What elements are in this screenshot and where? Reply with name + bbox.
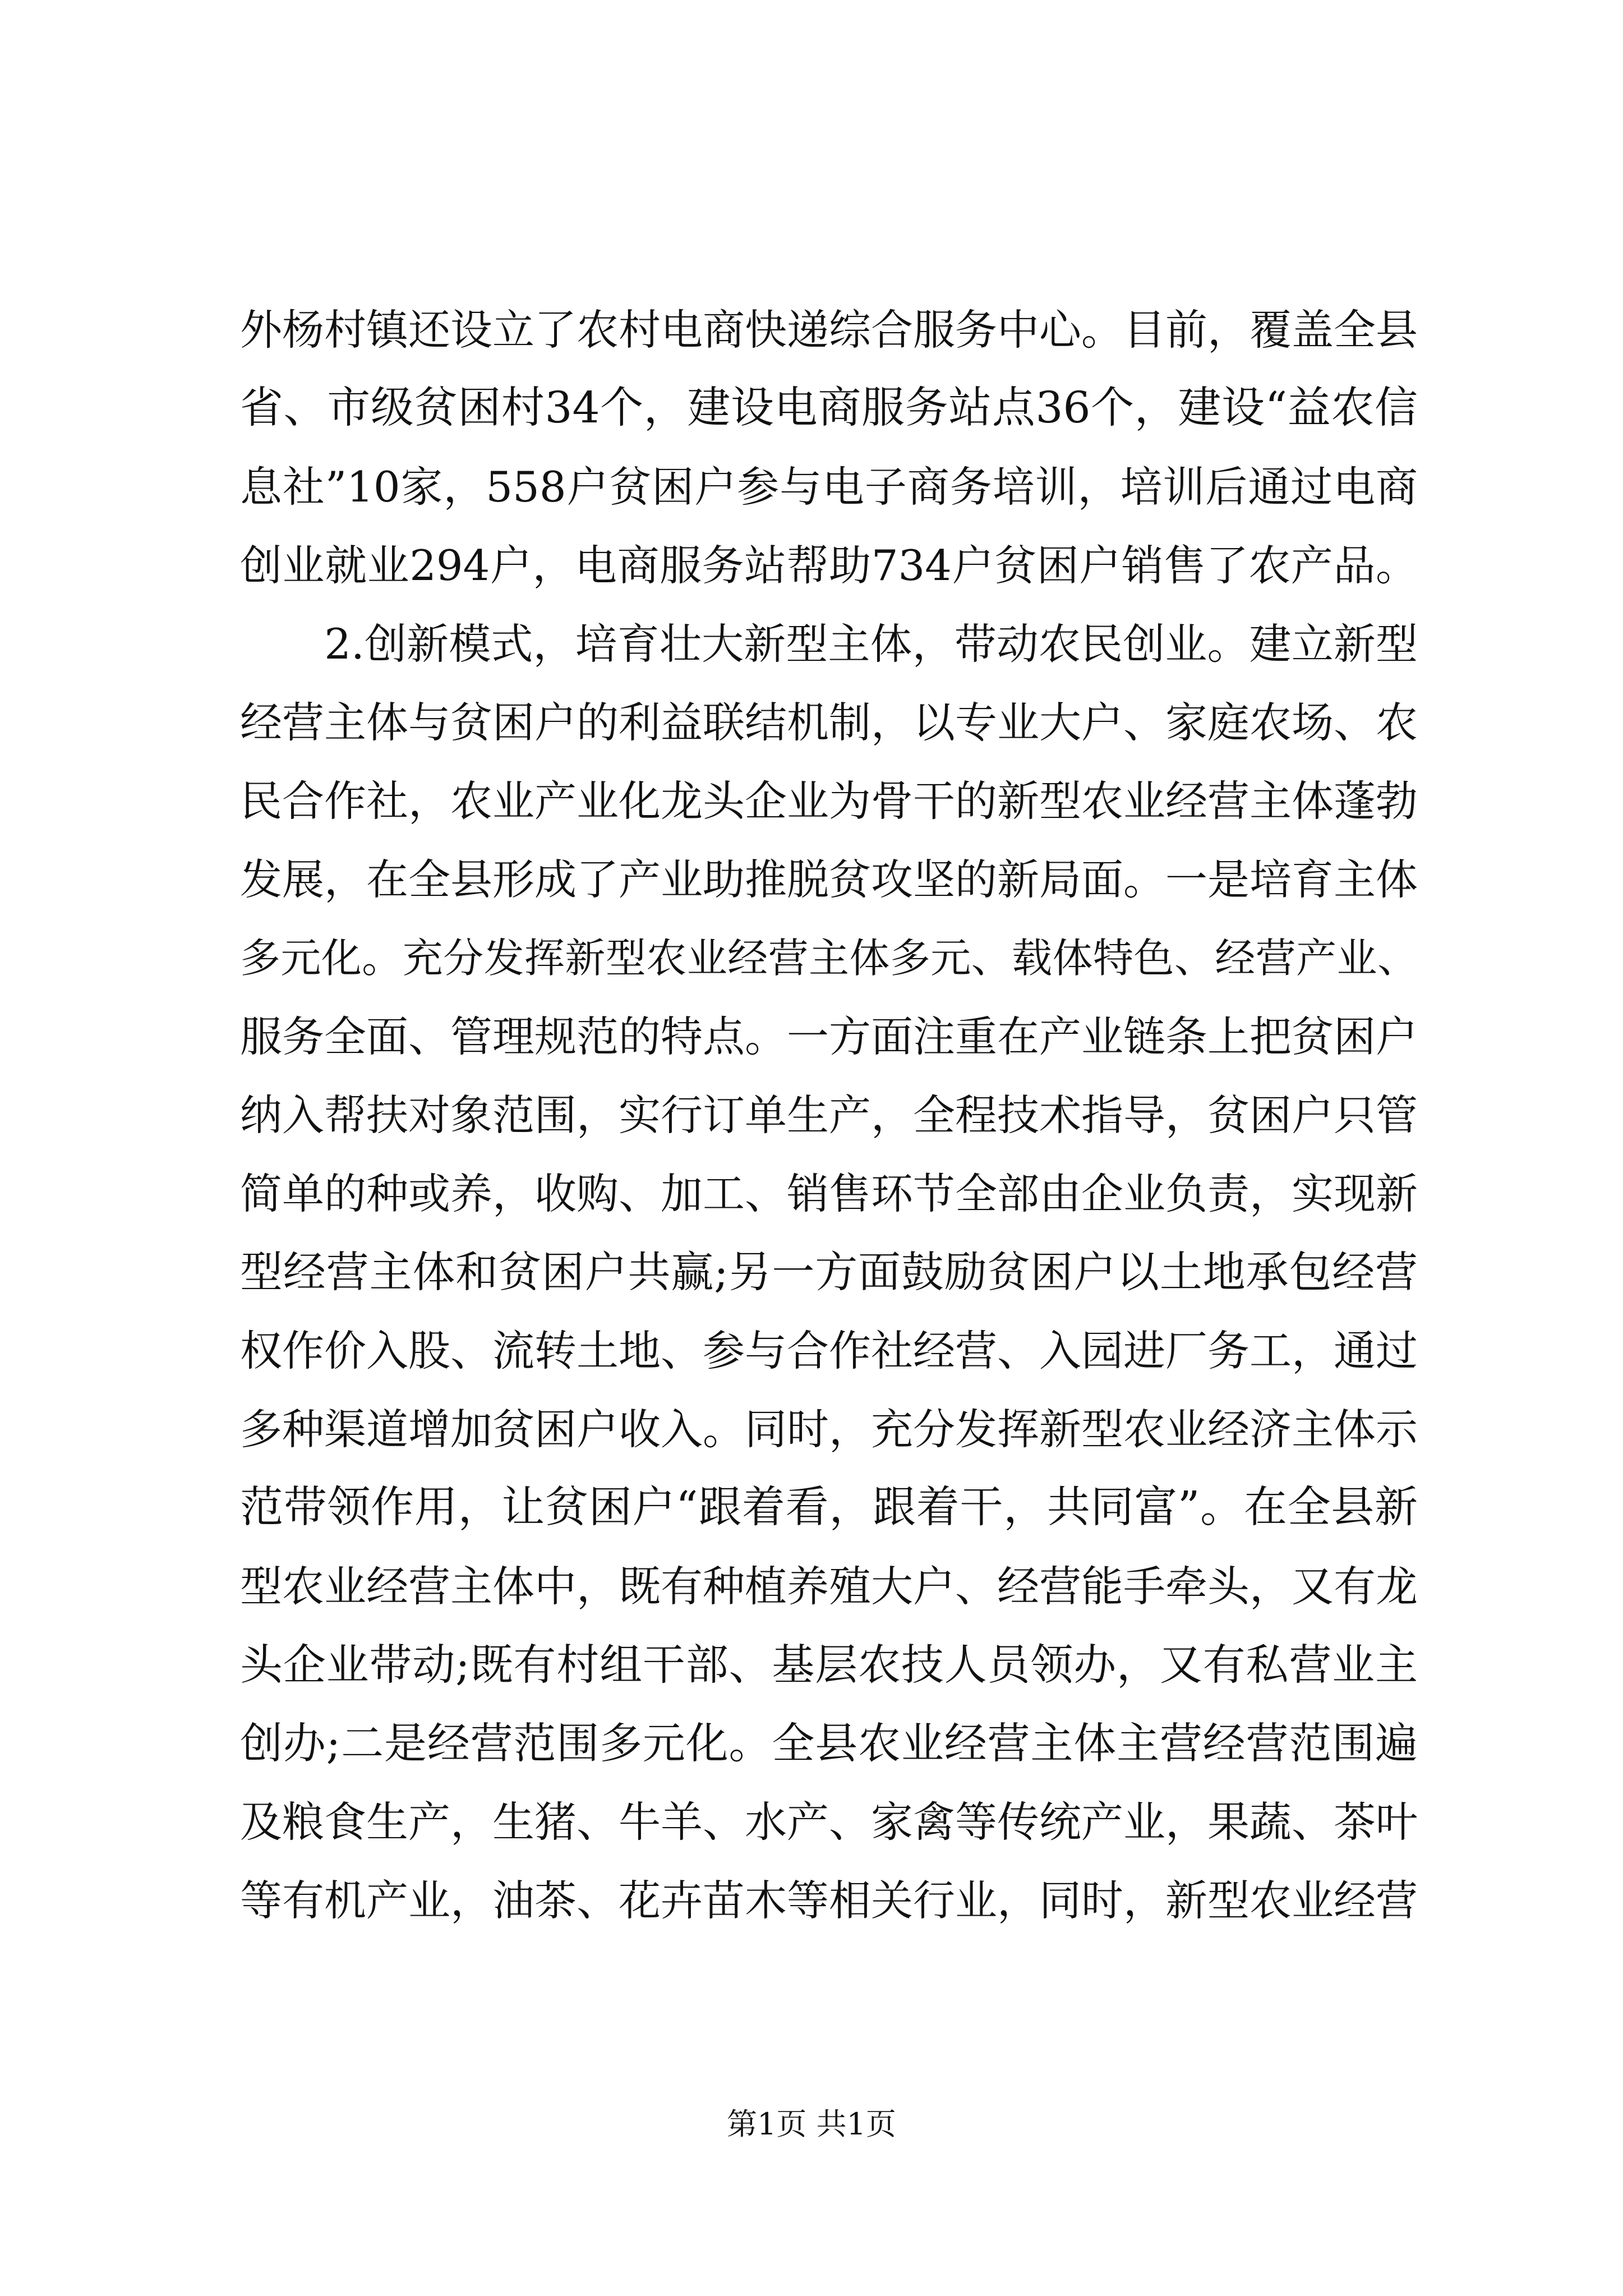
body-text-line: 创办;二是经营范围多元化。全县农业经营主体主营经营范围遍	[240, 1718, 1418, 1768]
body-text-line: 范带领作用，让贫困户“跟着看，跟着干，共同富”。在全县新	[240, 1483, 1418, 1533]
body-text-line: 头企业带动;既有村组干部、基层农技人员领办，又有私营业主	[240, 1640, 1418, 1690]
body-text-line: 省、市级贫困村34个，建设电商服务站点36个，建设“益农信	[240, 383, 1418, 433]
body-text-line: 服务全面、管理规范的特点。一方面注重在产业链条上把贫困户	[240, 1012, 1418, 1061]
body-text-line: 权作价入股、流转土地、参与合作社经营、入园进厂务工，通过	[240, 1326, 1418, 1375]
body-text-line: 及粮食生产，生猪、牛羊、水产、家禽等传统产业，果蔬、茶叶	[240, 1797, 1418, 1847]
body-text-line: 纳入帮扶对象范围，实行订单生产，全程技术指导，贫困户只管	[240, 1091, 1418, 1140]
body-text-line: 等有机产业，油茶、花卉苗木等相关行业，同时，新型农业经营	[240, 1876, 1418, 1925]
body-text-line: 多种渠道增加贫困户收入。同时，充分发挥新型农业经济主体示	[240, 1405, 1418, 1454]
body-text-line: 型经营主体和贫困户共赢;另一方面鼓励贫困户以土地承包经营	[240, 1247, 1418, 1297]
body-text-line: 型农业经营主体中，既有种植养殖大户、经营能手牵头，又有龙	[240, 1562, 1418, 1611]
body-text-line: 创业就业294户，电商服务站帮助734户贫困户销售了农产品。	[240, 541, 1418, 590]
paragraph-start-line: 2.创新模式，培育壮大新型主体，带动农民创业。建立新型	[240, 619, 1418, 669]
body-text-line: 外杨村镇还设立了农村电商快递综合服务中心。目前，覆盖全县	[240, 305, 1418, 355]
body-text-line: 发展，在全县形成了产业助推脱贫攻坚的新局面。一是培育主体	[240, 855, 1418, 904]
body-text-line: 民合作社，农业产业化龙头企业为骨干的新型农业经营主体蓬勃	[240, 776, 1418, 826]
body-text-line: 简单的种或养，收购、加工、销售环节全部由企业负责，实现新	[240, 1169, 1418, 1218]
body-text-line: 经营主体与贫困户的利益联结机制，以专业大户、家庭农场、农	[240, 698, 1418, 747]
body-text-line: 多元化。充分发挥新型农业经营主体多元、载体特色、经营产业、	[240, 935, 1418, 982]
body-text-line: 息社”10家，558户贫困户参与电子商务培训，培训后通过电商	[240, 462, 1418, 512]
page-footer: 第1页 共1页	[727, 2106, 896, 2142]
